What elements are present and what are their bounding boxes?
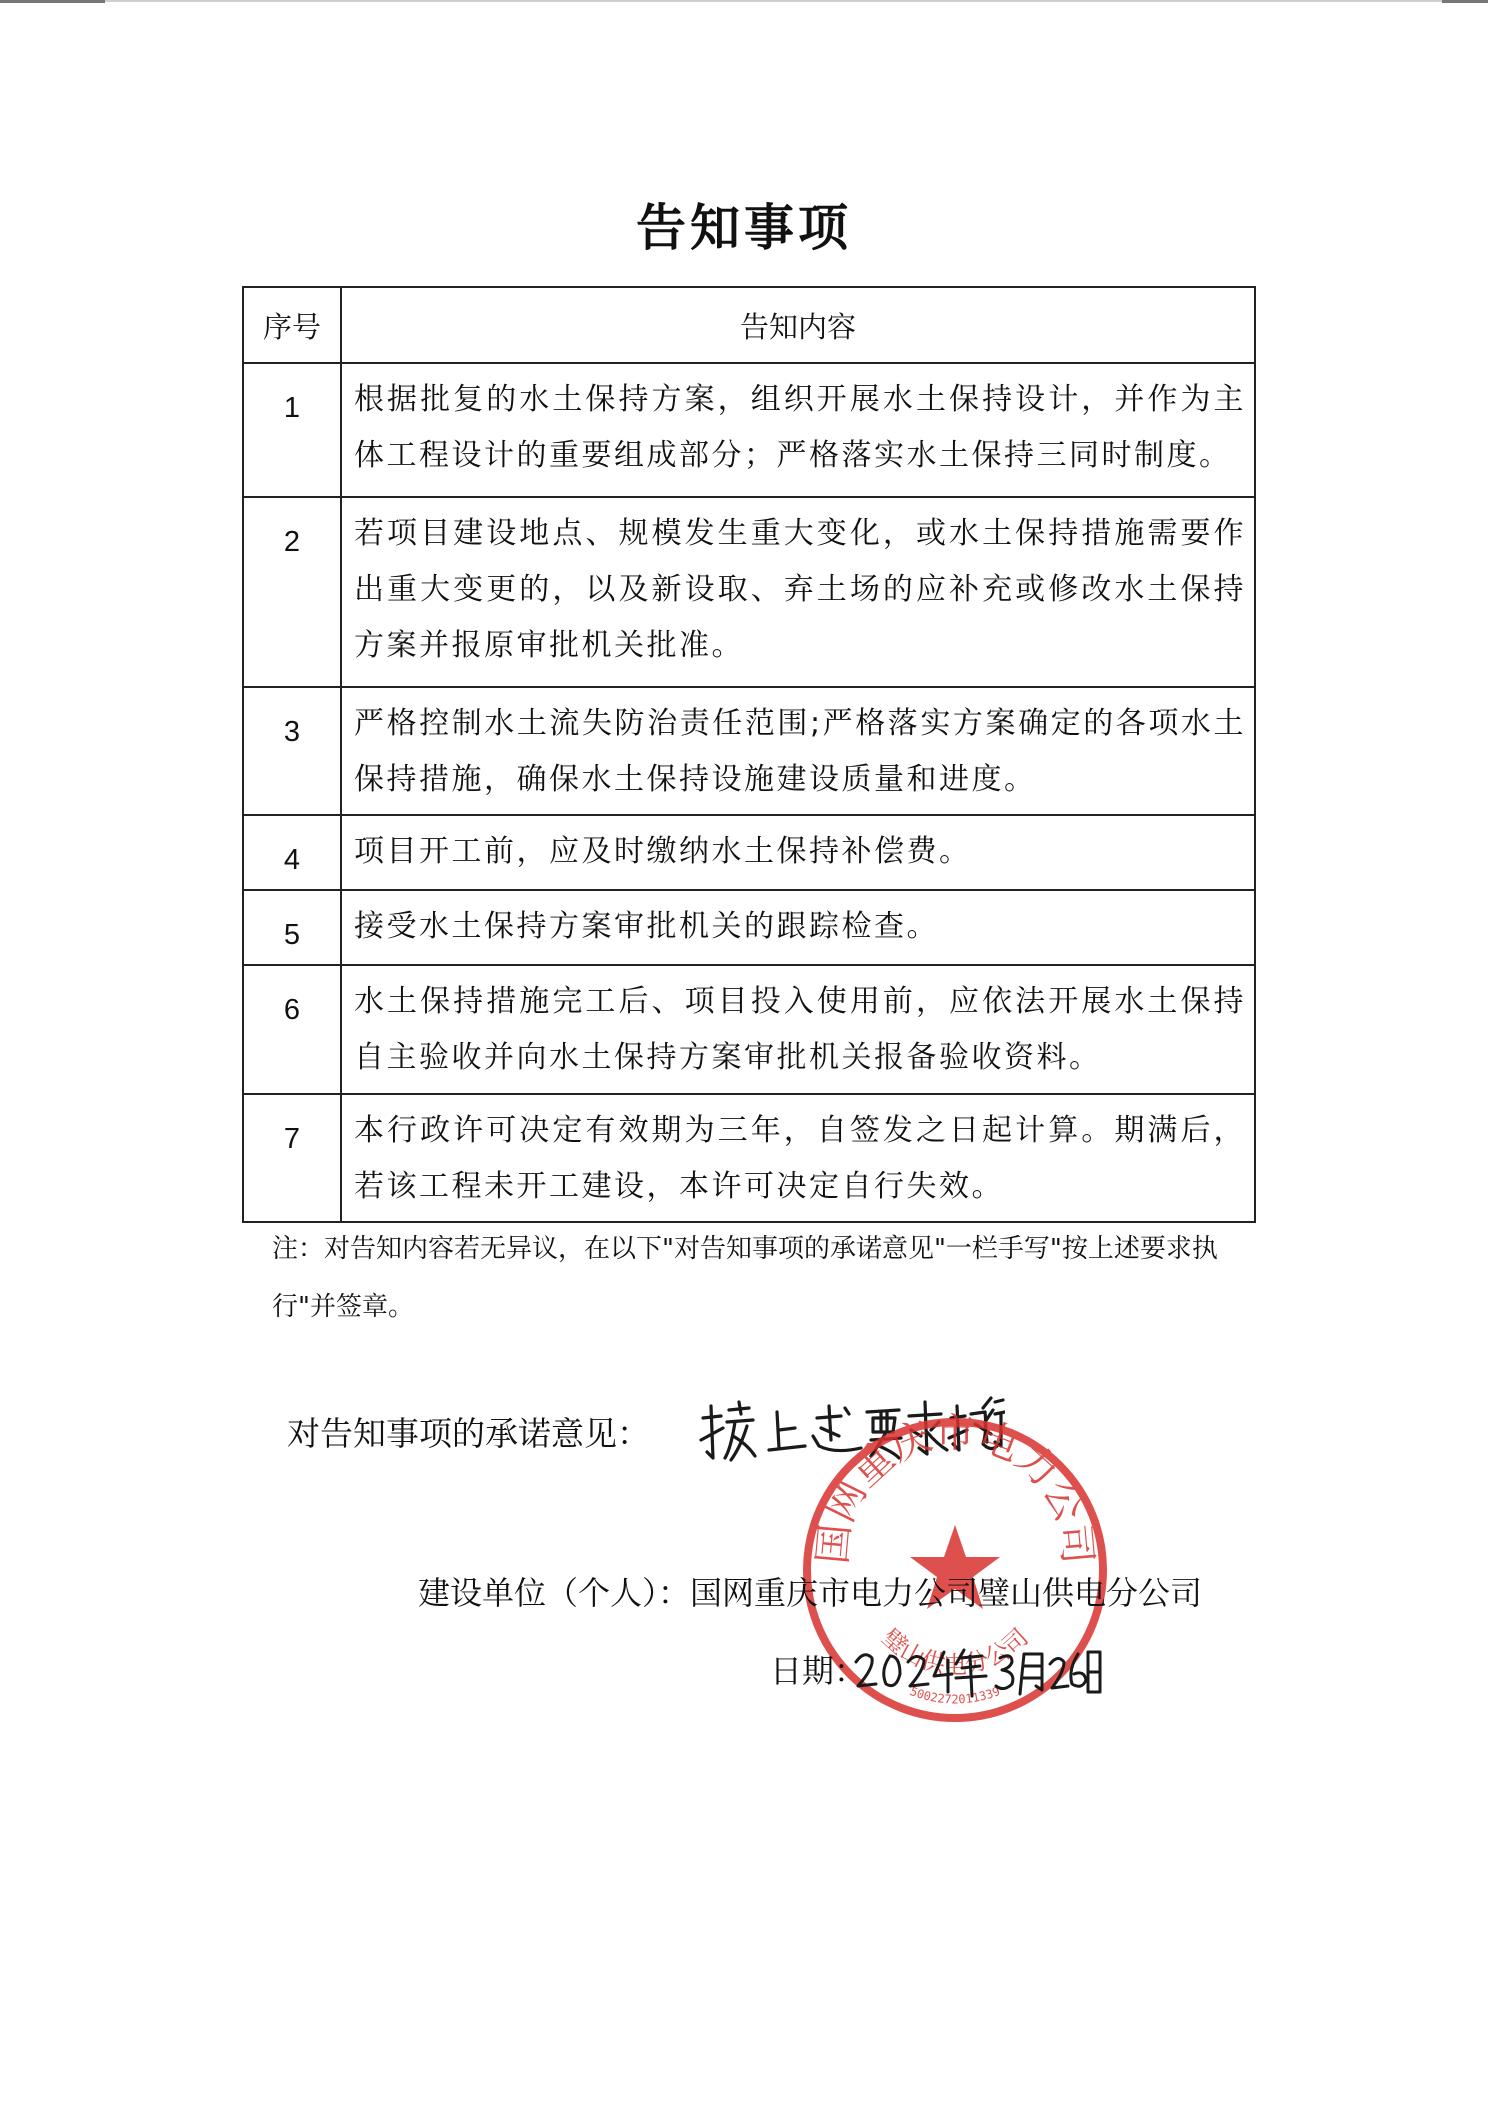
table-row <box>243 363 1255 497</box>
row-text: 水土保持措施完工后、项目投入使用前，应依法开展水土保持自主验收并向水土保持方案审批机关报备验收资料。 <box>341 965 1255 1094</box>
scan-corner-left <box>0 0 105 3</box>
row-text: 严格控制水土流失防治责任范围;严格落实方案确定的各项水土保持措施，确保水土保持设施建设质量和进度。 <box>341 687 1255 815</box>
table-row <box>243 965 1255 1094</box>
table-row <box>243 815 1255 890</box>
seal-text-bottom: 璧山供电分公司 <box>876 1623 1034 1679</box>
header-content: 告知内容 <box>341 287 1255 363</box>
row-text: 本行政许可决定有效期为三年，自签发之日起计算。期满后，若该工程未开工建设，本许可决定自行失效。 <box>341 1094 1255 1222</box>
notice-table <box>242 286 1256 1223</box>
document-title: 告知事项 <box>636 199 852 257</box>
row-num: 5 <box>243 890 341 965</box>
note-text: 注：对告知内容若无异议，在以下"对告知事项的承诺意见"一栏手写"按上述要求执行"并签章。 <box>272 1234 1218 1322</box>
builder-label: 建设单位（个人）： <box>418 1574 691 1612</box>
table-row <box>243 687 1255 815</box>
table-row <box>243 497 1255 687</box>
seal-text-top: 国网重庆市电力公司 <box>809 1410 1101 1566</box>
row-num: 2 <box>243 497 341 687</box>
builder-name: 国网重庆市电力公司璧山供电分公司 <box>690 1574 1203 1612</box>
scan-edge <box>0 0 1488 2</box>
row-text: 接受水土保持方案审批机关的跟踪检查。 <box>341 890 1255 965</box>
pledge-label: 对告知事项的承诺意见： <box>287 1414 650 1453</box>
table-row <box>243 1094 1255 1222</box>
seal-code: 5002272011339 <box>908 1684 1002 1707</box>
row-num: 3 <box>243 687 341 815</box>
row-text: 若项目建设地点、规模发生重大变化，或水土保持措施需要作出重大变更的，以及新设取、弃土场的应补充或修改水土保持方案并报原审批机关批准。 <box>341 497 1255 687</box>
row-text: 根据批复的水土保持方案，组织开展水土保持设计，并作为主体工程设计的重要组成部分；严格落实水土保持三同时制度。 <box>341 363 1255 497</box>
header-num: 序号 <box>243 287 341 363</box>
table-row <box>243 890 1255 965</box>
row-num: 7 <box>243 1094 341 1222</box>
date-label: 日期： <box>770 1652 867 1690</box>
pledge-line <box>287 1408 650 1455</box>
builder-line <box>418 1568 1202 1614</box>
handwritten-date-signature <box>852 1640 1102 1700</box>
row-text: 项目开工前，应及时缴纳水土保持补偿费。 <box>341 815 1255 890</box>
row-num: 6 <box>243 965 341 1094</box>
table-header-row <box>243 287 1255 363</box>
row-num: 1 <box>243 363 341 497</box>
row-num: 4 <box>243 815 341 890</box>
scan-corner-right <box>1442 0 1488 3</box>
